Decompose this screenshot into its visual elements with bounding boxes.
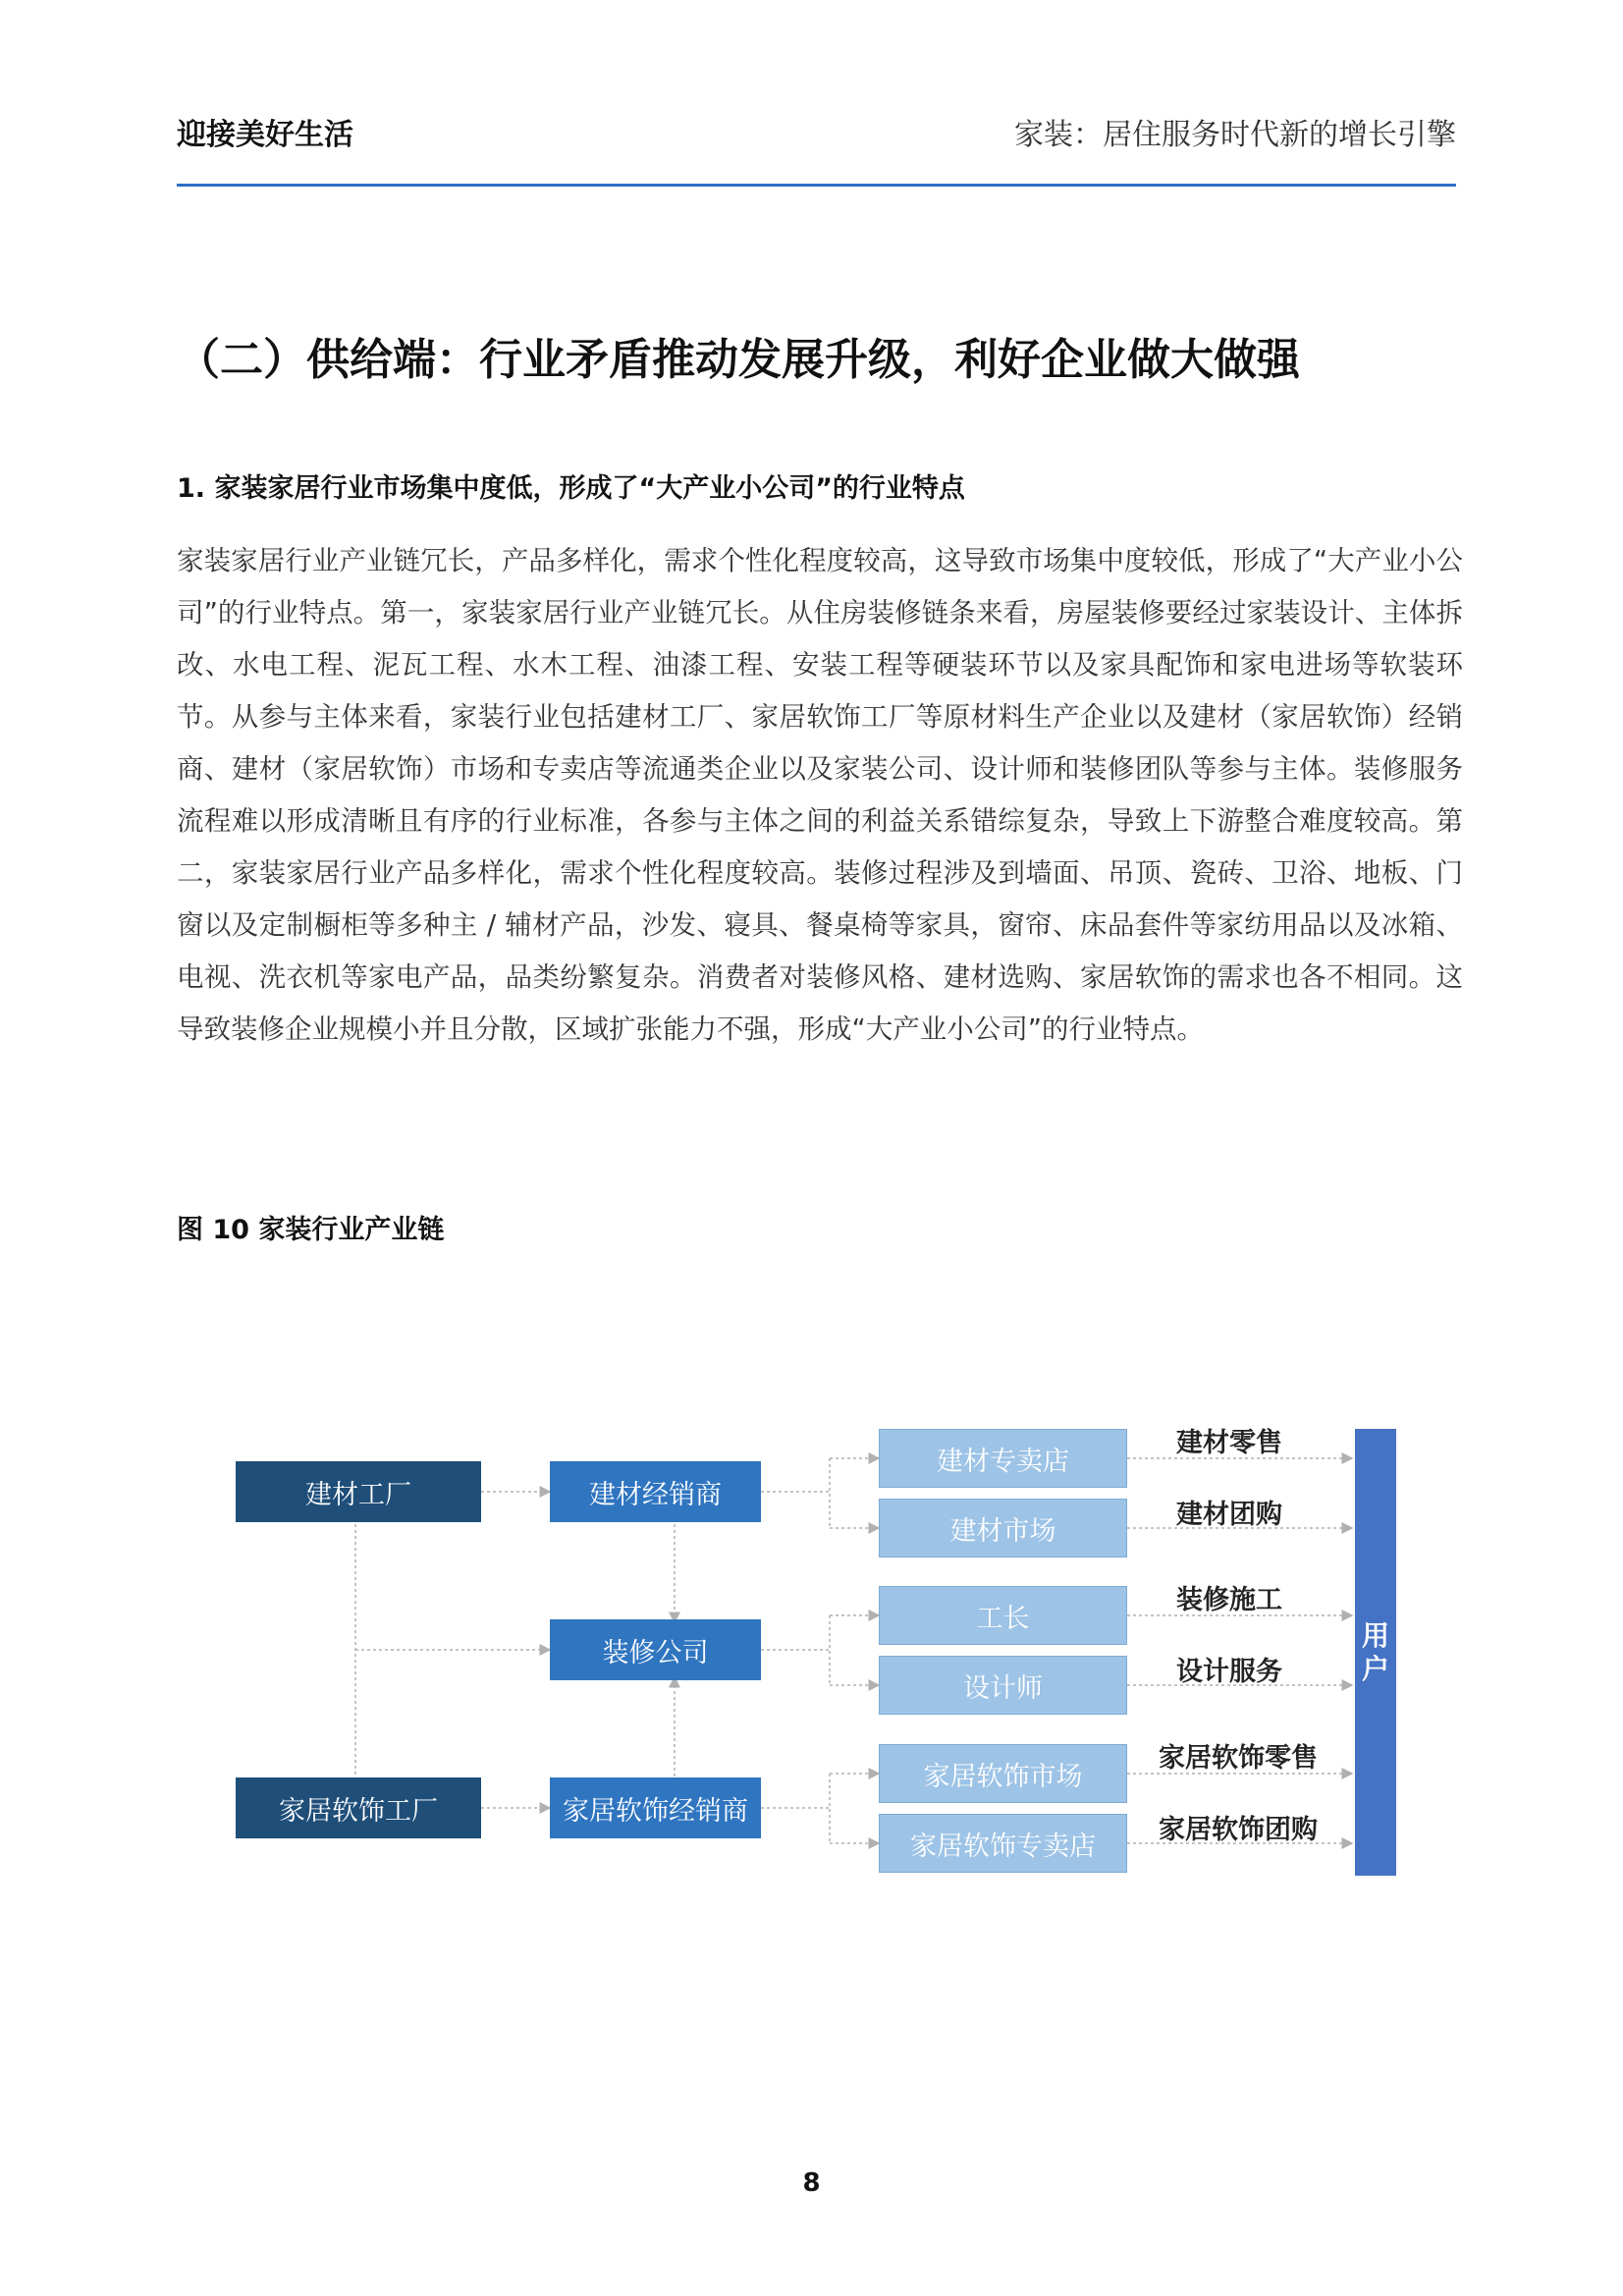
label-materials-group-buy: 建材团购 <box>1176 1500 1282 1530</box>
label-design-service: 设计服务 <box>1176 1657 1282 1687</box>
header-right-title: 家装：居住服务时代新的增长引擎 <box>1014 118 1456 152</box>
body-paragraph: 家装家居行业产业链冗长，产品多样化，需求个性化程度较高，这导致市场集中度较低，形成了“大产业小公司”的行业特点。第一，家装家居行业产业链冗长。从住房装修链条来看，房屋装修要经过家装设计、主体拆改、水电工程、泥瓦工程、水木工程、油漆工程、安装工程等硬装环节以及家具配饰和家电进场等软装环节。从参与主体来看，家装行业包括建材工厂、家居软饰工厂等原材料生产企业以及建材（家居软饰）经销商、建材（家居软饰）市场和专卖店等流通类企业以及家装公司、设计师和装修团队等参与主体。装修服务流程难以形成清晰且有序的行业标准，各参与主体之间的利益关系错综复杂，导致上下游整合难度较高。第二，家装家居行业产品多样化，需求个性化程度较高。装修过程涉及到墙面、吊顶、瓷砖、卫浴、地板、门窗以及定制橱柜等多种主 / 辅材产品，沙发、寝具、餐桌椅等家具，窗帘、床品套件等家纺用品以及冰箱、电视、洗衣机等家电产品，品类纷繁复杂。消费者对装修风格、建材选购、家居软饰的需求也各不相同。这导致装修企业规模小并且分散，区域扩张能力不强，形成“大产业小公司”的行业特点。 <box>177 545 1463 1045</box>
sub-title: 1. 家装家居行业市场集中度低，形成了“大产业小公司”的行业特点 <box>177 473 965 504</box>
industry-chain-diagram <box>226 1414 1404 1895</box>
node-building-materials-distributor: 建材经销商 <box>550 1461 761 1522</box>
header-left-title: 迎接美好生活 <box>177 118 353 152</box>
label-furnishing-retail: 家居软饰零售 <box>1159 1743 1318 1774</box>
node-designer: 设计师 <box>879 1656 1127 1715</box>
node-materials-market: 建材市场 <box>879 1499 1127 1558</box>
page-number: 8 <box>802 2168 821 2198</box>
section-title: （二）供给端：行业矛盾推动发展升级，利好企业做大做强 <box>177 335 1300 385</box>
node-user <box>1355 1429 1396 1876</box>
user-char-2: 户 <box>1361 1652 1389 1685</box>
label-construction: 装修施工 <box>1176 1585 1282 1615</box>
node-home-furnishing-factory: 家居软饰工厂 <box>236 1777 481 1838</box>
label-furnishing-group-buy: 家居软饰团购 <box>1159 1815 1318 1845</box>
node-foreman: 工长 <box>879 1586 1127 1645</box>
node-materials-store: 建材专卖店 <box>879 1429 1127 1488</box>
node-decoration-company: 装修公司 <box>550 1619 761 1680</box>
node-furnishing-store: 家居软饰专卖店 <box>879 1814 1127 1873</box>
node-home-furnishing-distributor: 家居软饰经销商 <box>550 1777 761 1838</box>
label-materials-retail: 建材零售 <box>1176 1428 1282 1458</box>
node-building-materials-factory: 建材工厂 <box>236 1461 481 1522</box>
node-furnishing-market: 家居软饰市场 <box>879 1744 1127 1803</box>
figure-title: 图 10 家装行业产业链 <box>177 1215 445 1245</box>
header-divider <box>177 184 1456 187</box>
user-char-1: 用 <box>1361 1618 1389 1652</box>
